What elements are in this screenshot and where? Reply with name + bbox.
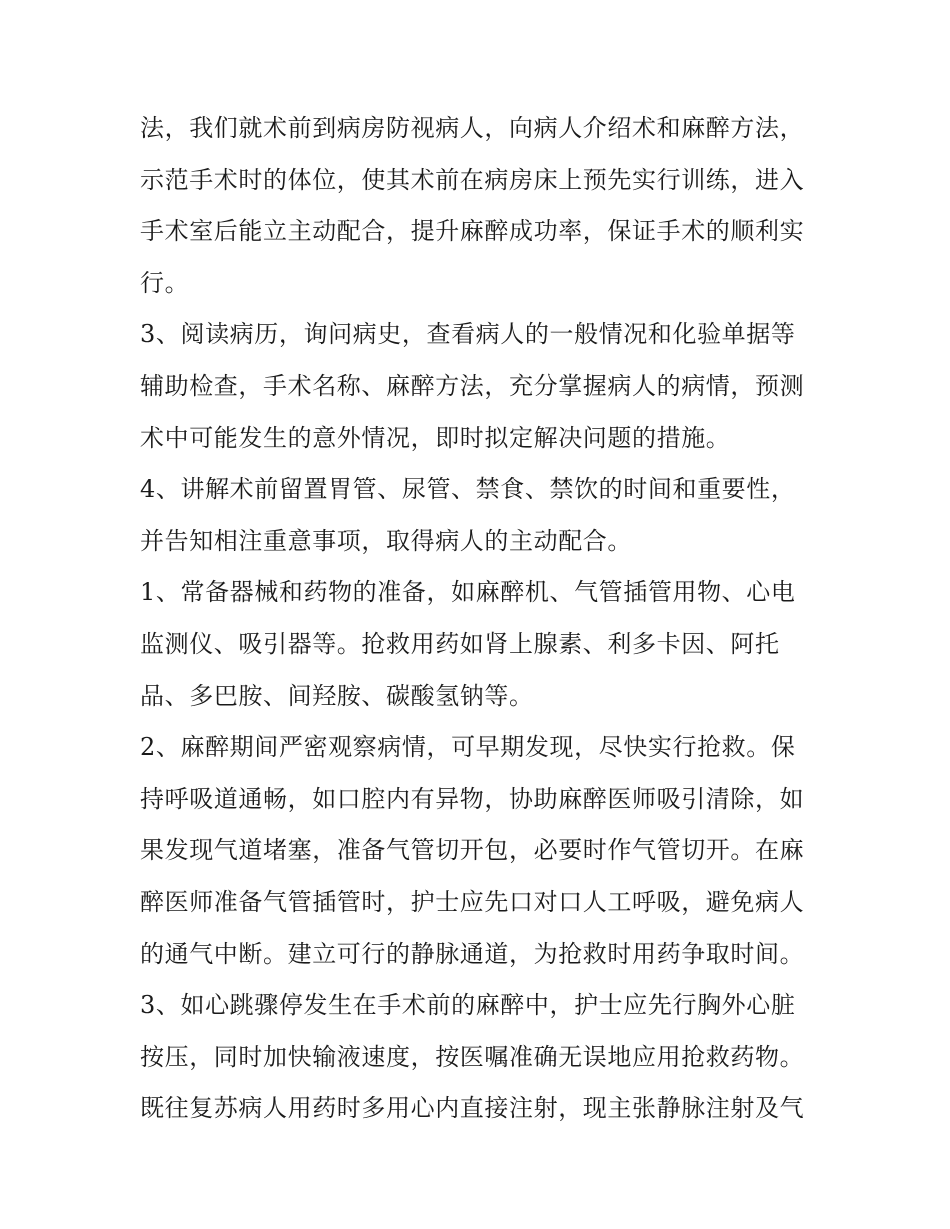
text-line: 醉医师准备气管插管时，护士应先口对口人工呼吸，避免病人 [140, 887, 805, 916]
text-line: 法，我们就术前到病房防视病人，向病人介绍术和麻醉方法， [140, 114, 805, 142]
text-line: 3、阅读病历，询问病史，查看病人的一般情况和化验单据等 [140, 320, 796, 349]
body-text [140, 103, 820, 1135]
text-line: 并告知相注重意事项，取得病人的主动配合。 [140, 526, 632, 555]
text-line: 3、如心跳骤停发生在手术前的麻醉中，护士应先行胸外心脏 [140, 991, 796, 1020]
text-line: 监测仪、吸引器等。抢救用药如肾上腺素、利多卡因、阿托 [140, 629, 780, 658]
text-line: 示范手术时的体位，使其术前在病房床上预先实行训练，进入 [140, 165, 805, 194]
text-line: 果发现气道堵塞，准备气管切开包，必要时作气管切开。在麻 [140, 836, 805, 865]
text-line: 1、常备器械和药物的准备，如麻醉机、气管插管用物、心电 [140, 578, 796, 607]
text-line: 2、麻醉期间严密观察病情，可早期发现，尽快实行抢救。保 [140, 733, 796, 762]
text-line: 行。 [140, 268, 190, 297]
text-line: 的通气中断。建立可行的静脉通道，为抢救时用药争取时间。 [140, 939, 805, 968]
text-line: 品、多巴胺、间羟胺、碳酸氢钠等。 [140, 681, 534, 710]
text-line: 辅助检查，手术名称、麻醉方法，充分掌握病人的病情，预测 [140, 371, 805, 400]
text-line: 术中可能发生的意外情况，即时拟定解决问题的措施。 [140, 423, 731, 452]
text-line: 持呼吸道通畅，如口腔内有异物，协助麻醉医师吸引清除，如 [140, 784, 805, 813]
text-line: 按压，同时加快输液速度，按医嘱准确无误地应用抢救药物。 [140, 1042, 805, 1071]
text-line: 4、讲解术前留置胃管、尿管、禁食、禁饮的时间和重要性， [140, 475, 796, 504]
text-line: 既往复苏病人用药时多用心内直接注射，现主张静脉注射及气 [140, 1094, 805, 1123]
text-line: 手术室后能立主动配合，提升麻醉成功率，保证手术的顺利实 [140, 217, 805, 246]
